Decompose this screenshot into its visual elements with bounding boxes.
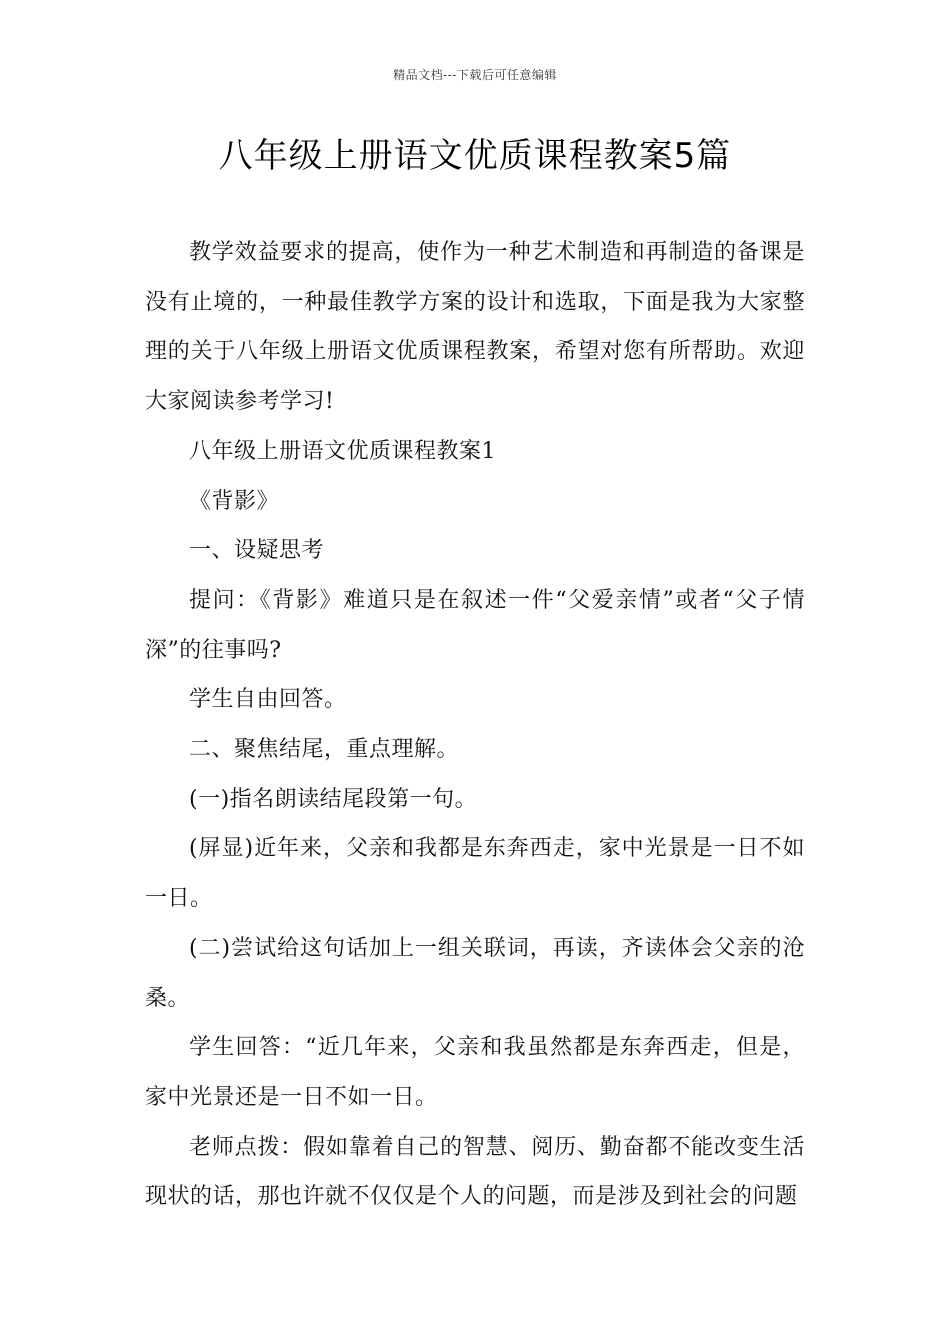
- paragraph: (屏显)近年来，父亲和我都是东奔西走，家中光景是一日不如一日。: [145, 836, 805, 912]
- document-body: [145, 228, 805, 1222]
- lesson-title: 《背影》: [189, 488, 280, 514]
- intro-paragraph: 教学效益要求的提高，使作为一种艺术制造和再制造的备课是没有止境的，一种最佳教学方案的设计和选取，下面是我为大家整理的关于八年级上册语文优质课程教案，希望对您有所帮助。欢迎大家阅读参考学习!: [145, 240, 805, 415]
- section-heading: 八年级上册语文优质课程教案1: [189, 438, 496, 464]
- paragraph: 提问：《背影》难道只是在叙述一件“父爱亲情”或者“父子情深”的往事吗?: [145, 587, 805, 663]
- paragraph: 老师点拨：假如靠着自己的智慧、阅历、勤奋都不能改变生活现状的话，那也许就不仅仅是个人的问题，而是涉及到社会的问题: [145, 1134, 805, 1210]
- page-header: 精品文档---下载后可任意编辑: [393, 68, 557, 82]
- step-heading: 一、设疑思考: [189, 538, 325, 564]
- paragraph: (二)尝试给这句话加上一组关联词，再读，齐读体会父亲的沧桑。: [145, 935, 805, 1011]
- paragraph: 学生回答：“近几年来，父亲和我虽然都是东奔西走，但是，家中光景还是一日不如一日。: [145, 1035, 805, 1110]
- document-title: 八年级上册语文优质课程教案5篇: [218, 136, 732, 176]
- paragraph: 学生自由回答。: [189, 687, 347, 713]
- step-heading: 二、聚焦结尾，重点理解。: [189, 737, 460, 763]
- paragraph: (一)指名朗读结尾段第一句。: [189, 786, 478, 812]
